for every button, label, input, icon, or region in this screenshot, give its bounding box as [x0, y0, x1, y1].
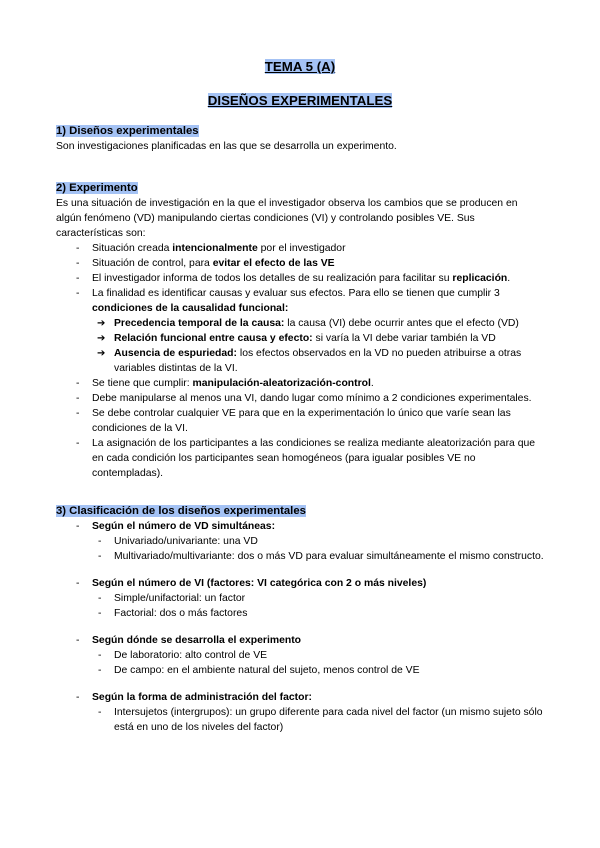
list-item: ➔ Precedencia temporal de la causa: la causa (VI) debe ocurrir antes que el efecto (VD) [97, 318, 519, 329]
list-item: - Intersujetos (intergrupos): un grupo diferente para cada nivel del factor (un mismo sujeto sólo está en uno de los niveles del factor) [56, 705, 544, 735]
section-disenos-experimentales [56, 124, 544, 154]
list-item: - Factorial: dos o más factores [56, 606, 544, 621]
arrow-right-icon: ➔ [97, 318, 106, 329]
list-item: - Univariado/univariante: una VD [56, 534, 544, 549]
section-heading: 2) Experimento [56, 182, 138, 194]
list-item: - Debe manipularse al menos una VI, dando lugar como mínimo a 2 condiciones experimentales. [56, 391, 544, 406]
list-item: - Según la forma de administración del factor: - Intersujetos (intergrupos): un grupo diferente para cada nivel del factor (un mismo sujeto sólo está en uno de los niveles del factor) [56, 690, 544, 735]
section-clasificacion [56, 504, 544, 735]
document-subtitle: TEMA 5 (A) [264, 59, 336, 74]
conditions-list [92, 316, 544, 376]
section-experimento [56, 181, 544, 481]
characteristics-list [56, 241, 544, 481]
list-item: - Multivariado/multivariante: dos o más VD para evaluar simultáneamente el mismo constructo. [56, 549, 544, 564]
list-item: - La asignación de los participantes a las condiciones se realiza mediante aleatorización para que en cada condición los participantes sean homogéneos (para igualar posibles VE no contempladas). [56, 436, 544, 481]
list-item: - Se tiene que cumplir: manipulación-aleatorización-control. [56, 376, 544, 391]
list-item: - Simple/unifactorial: un factor [56, 591, 544, 606]
list-item: - Según dónde se desarrolla el experimento - De laboratorio: alto control de VE - De campo: en el ambiente natural del sujeto, menos control de VE [56, 633, 544, 678]
list-item: - La finalidad es identificar causas y evaluar sus efectos. Para ello se tienen que cumplir 3 condiciones de la causalidad funcional: ➔ Precedencia temporal de la causa: la causa (VI) debe ocurrir antes que el efecto (VD) ➔ Relación funcional entre causa y efecto: si varía la VI debe variar también la VD ➔ Ausencia de espuriedad: los efectos observados en la VD no pueden atribuirse a otras variables distintas de la VI. [56, 286, 544, 376]
list-item: - Según el número de VD simultáneas: - Univariado/univariante: una VD - Multivariado/multivariante: dos o más VD para evaluar simultáneamente el mismo constructo. [56, 519, 544, 564]
list-item: - De campo: en el ambiente natural del sujeto, menos control de VE [56, 663, 544, 678]
paragraph: Son investigaciones planificadas en las que se desarrolla un experimento. [56, 141, 397, 152]
list-item: ➔ Relación funcional entre causa y efecto: si varía la VI debe variar también la VD [97, 333, 496, 344]
list-item: - Situación de control, para evitar el efecto de las VE [56, 256, 544, 271]
list-item: - De laboratorio: alto control de VE [56, 648, 544, 663]
list-item: - Se debe controlar cualquier VE para que en la experimentación lo único que varíe sean las condiciones de la VI. [56, 406, 544, 436]
document-title: DISEÑOS EXPERIMENTALES [207, 93, 393, 108]
arrow-right-icon: ➔ [97, 348, 106, 359]
section-heading: 1) Diseños experimentales [56, 125, 199, 137]
list-item: - Según el número de VI (factores: VI categórica con 2 o más niveles) - Simple/unifactorial: un factor - Factorial: dos o más factores [56, 576, 544, 621]
section-heading: 3) Clasificación de los diseños experimentales [56, 505, 306, 517]
list-item: - Situación creada intencionalmente por el investigador [56, 241, 544, 256]
paragraph: Es una situación de investigación en la que el investigador observa los cambios que se producen en algún fenómeno (VD) manipulando ciertas condiciones (VI) y controlando posibles VE. Sus características son: [56, 198, 518, 239]
arrow-right-icon: ➔ [97, 333, 106, 344]
classification-list [56, 519, 544, 735]
list-item: ➔ Ausencia de espuriedad: los efectos observados en la VD no pueden atribuirse a otras variables distintas de la VI. [97, 348, 522, 374]
list-item: - El investigador informa de todos los detalles de su realización para facilitar su replicación. [56, 271, 544, 286]
